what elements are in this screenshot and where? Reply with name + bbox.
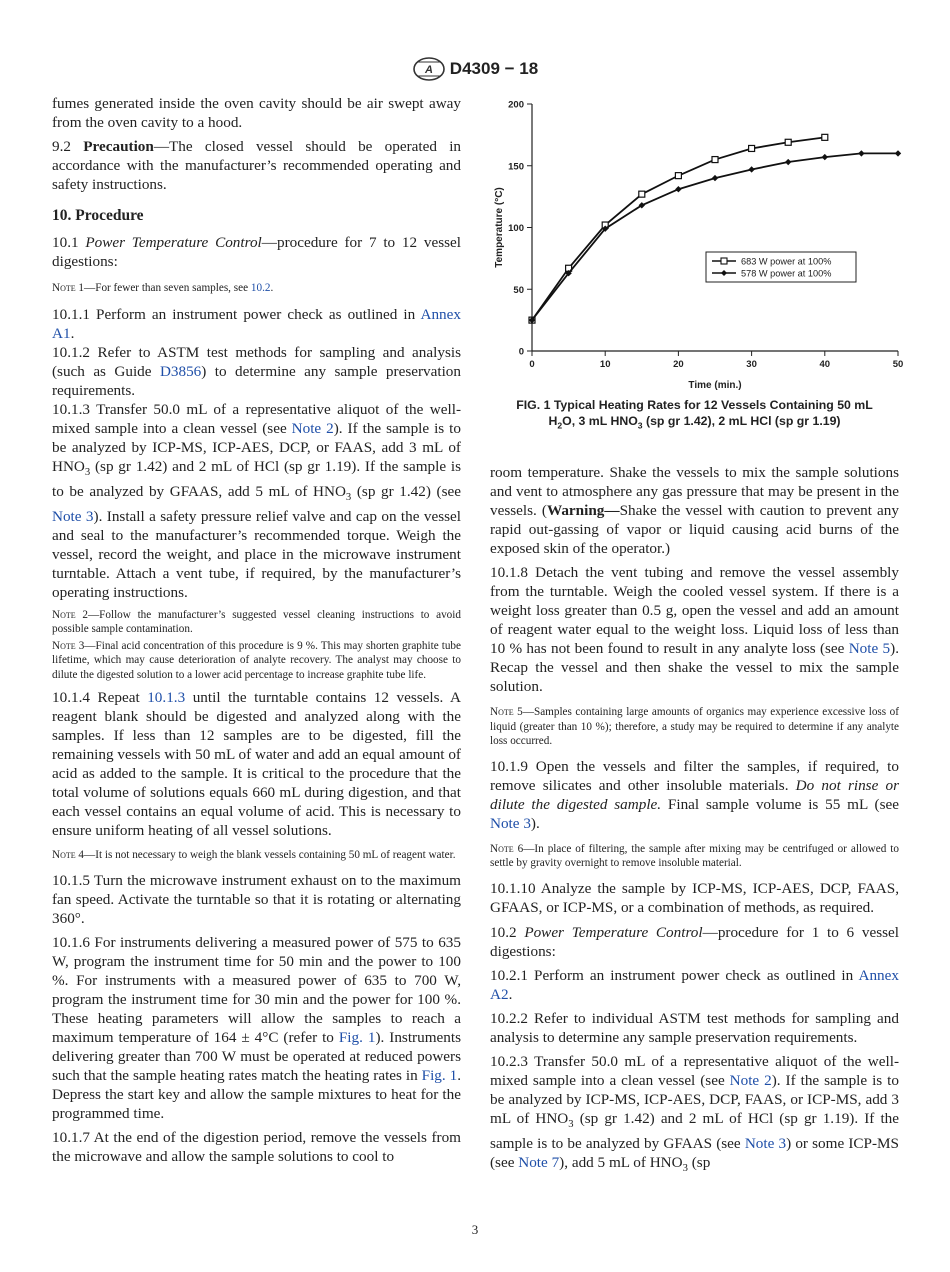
xref-link[interactable]: Fig. 1 [338,1028,376,1046]
x-tick-label: 20 [673,359,684,370]
paragraph-10-2-1: 10.2.1 Perform an instrument power check as outlined in Annex A2. [490,966,899,1003]
data-point-diamond [712,175,718,181]
y-tick-label: 200 [508,99,524,111]
document-code: D4309 − 18 [449,59,539,78]
data-point-square [712,157,718,163]
data-point-diamond [785,159,791,165]
data-point-square [785,139,791,145]
figure-caption: FIG. 1 Typical Heating Rates for 12 Vessels Containing 50 mL $H_2O$, 3 mL $HNO_3$ (sp gr 1.42), 2 mL HCl (sp gr 1.19) [516,398,873,431]
x-tick-label: 0 [529,359,535,370]
y-axis-label: Temperature (°C) [494,187,505,268]
legend-label: 683 W power at 100% [741,256,832,267]
paragraph-10-1-7: 10.1.7 At the end of the digestion period, remove the vessels from the microwave and allow the sample solutions to cool to [52,1128,461,1165]
paragraph-10-1-8: 10.1.8 Detach the vent tubing and remove the vessel assembly from the turntable. Weigh the cooled vessel system. If there is a weight loss greater than 0.5 g, open the vessel and add an amount of reagent water equal to the weight loss. Liquid loss of less than 10 % has not been found to result in any analyte loss (see Note 5). Recap the vessel and then shake the vessel to mix the sample solution. [490,564,899,695]
paragraph-10-1-2: 10.1.2 Refer to ASTM test methods for sampling and analysis (such as Guide D3856) to determine any sample preservation requirements. [52,343,461,399]
data-point-diamond [895,150,901,156]
xref-link[interactable]: Annex A2 [490,966,899,1003]
data-point-square [749,145,755,151]
paragraph-10-2-3: 10.2.3 Transfer 50.0 mL of a representative aliquot of the well-mixed sample into a clean vessel (see Note 2). If the sample is to be analyzed by ICP-MS, ICP-AES, DCP, FAAS, or ICP-MS, add 3 mL of $HNO_3$ (sp gr 1.42) and 2 mL of HCl (sp gr 1.19). If the sample is to be analyzed by GFAAS (see Note 3) or some ICP-MS (see Note 7), add 5 mL of $HNO_3$ (sp [490,1052,899,1174]
data-point-square [639,191,645,197]
data-point-diamond [675,186,681,192]
xref-link[interactable]: Fig. 1 [421,1066,458,1084]
x-tick-label: 50 [892,359,904,370]
data-point-diamond [858,150,864,156]
legend-label: 578 W power at 100% [741,268,832,279]
figure-1-chart [490,94,910,394]
paragraph-10-1-10: 10.1.10 Analyze the sample by ICP-MS, ICP-AES, DCP, FAAS, GFAAS, or ICP-MS, or a combination of methods, as required. [490,879,899,916]
astm-logo-icon [412,56,446,82]
chart-svg [490,94,910,394]
xref-link[interactable]: Note 7 [518,1153,560,1171]
paragraph-10-1-6: 10.1.6 For instruments delivering a measured power of 575 to 635 W, program the instrument time for 50 min and the power to 100 %. For instruments with a measured power of 635 to 700 W, program the instrument time for 30 min and the power for 100 %. These heating parameters will allow the samples to reach a maximum temperature of 164 ± 4°C (refer to Fig. 1). Instruments delivering greater than 700 W must be operated at reduced powers such that the sample heating rates match the heating rates in Fig. 1. Depress the start key and allow the sample mixtures to heat for the programmed time. [52,933,462,1122]
x-tick-label: 40 [819,359,831,370]
paragraph-10-2: 10.2 Power Temperature Control—procedure for 1 to 6 vessel digestions: [490,923,899,960]
paragraph-continued: room temperature. Shake the vessels to mix the sample solutions and vent to atmosphere any gas pressure that may be present in the vessels. (Warning—Shake the vessel with caution to prevent any rapid out-gassing of vapor or liquid causing acid burns of the exposed skin of the operator.) [490,464,899,557]
section-heading: 10. Procedure [52,207,144,224]
xref-link[interactable]: Note 2 [729,1071,772,1089]
xref-link[interactable]: Note 5 [848,640,891,657]
legend-marker-square [721,258,727,264]
x-tick-label: 30 [746,359,757,370]
paragraph-10-1-9: 10.1.9 Open the vessels and filter the samples, if required, to remove silicates and other insoluble materials. Do not rinse or dilute the digested sample. Final sample volume is 55 mL (see Note 3). [490,757,899,832]
data-point-square [675,173,681,179]
svg-text:A: A [424,64,433,76]
y-tick-label: 100 [508,223,524,234]
x-axis-label: Time (min.) [688,380,742,391]
paragraph-10-1-3: 10.1.3 Transfer 50.0 mL of a representative aliquot of the well-mixed sample into a clean vessel (see Note 2). If the sample is to be analyzed by ICP-MS, ICP-AES, DCP, or FAAS, add 3 mL of $HNO_3$ (sp gr 1.42) and 2 mL of HCl (sp gr 1.19). If the sample is to be analyzed by GFAAS, add 5 mL of $HNO_3$ (sp gr 1.42) (see Note 3). Install a safety pressure relief valve and cap on the vessel and seal to the manufacturer’s recommended torque. Weigh the vessel, record the weight, and place in the microwave instrument turntable. Attach a vent tube, if required, by the manufacturer’s operating instructions. [52,400,461,601]
note-6: Note 6—In place of filtering, the sample after mixing may be centrifuged or allowed to settle by gravity overnight to remove insoluble material. [490,842,899,869]
xref-link[interactable]: Note 2 [291,419,334,437]
xref-link[interactable]: Note 3 [744,1134,787,1152]
xref-link[interactable]: Note 3 [490,814,531,832]
note-2: Note 2—Follow the manufacturer’s suggested vessel cleaning instructions to avoid possible sample contamination. [52,608,461,636]
note-3: Note 3—Final acid concentration of this procedure is 9 %. This may shorten graphite tube lifetime, which may cause deterioration of analyte recovery. The analyst may choose to dilute the digested solution to a lower acid percentage to increase graphite tube life. [52,639,461,681]
data-point-diamond [748,166,754,172]
right-column [490,463,899,1183]
page-header [0,56,950,82]
x-tick-label: 10 [599,359,611,370]
xref-link[interactable]: Note 3 [52,507,94,525]
note-1: Note 1—For fewer than seven samples, see 10.2. [52,282,274,294]
page-number: 3 [471,1222,479,1237]
note-5: Note 5—Samples containing large amounts of organics may experience excessive loss of liquid (greater than 10 %); therefore, a study may be required to determine if any analyte loss occurred. [490,706,899,747]
xref-link[interactable]: 10.1.3 [147,689,186,707]
paragraph: fumes generated inside the oven cavity should be air swept away from the oven cavity to a hood. [52,95,461,131]
y-tick-label: 50 [513,284,524,296]
left-column [52,94,461,1171]
note-4: Note 4—It is not necessary to weigh the blank vessels containing 50 mL of reagent water. [52,849,456,862]
paragraph-10-2-2: 10.2.2 Refer to individual ASTM test methods for sampling and analysis to determine any sample preservation requirements. [490,1009,899,1046]
xref-link[interactable]: D3856 [159,362,202,380]
paragraph-10-1-5: 10.1.5 Turn the microwave instrument exhaust on to the maximum fan speed. Activate the turntable so that it is rotating or alternating 360°. [52,871,461,927]
data-point-square [822,134,828,140]
xref-link[interactable]: 10.2 [250,282,271,294]
xref-link[interactable]: Annex A1 [52,305,461,342]
y-tick-label: 150 [508,161,524,173]
data-point-diamond [822,154,828,160]
series-line-1 [532,137,825,320]
y-tick-label: 0 [518,346,524,358]
paragraph-9-2: 9.2 Precaution—The closed vessel should be operated in accordance with the manufacturer’s recommended operating and safety instructions. [52,138,462,193]
paragraph-10-1: 10.1 Power Temperature Control—procedure for 7 to 12 vessel digestions: [52,234,461,270]
paragraph-10-1-4: 10.1.4 Repeat 10.1.3 until the turntable contains 12 vessels. A reagent blank should be digested and analyzed along with the samples. If less than 12 samples are to be digested, fill the remaining vessels with 50 mL of water and add an equal amount of acid as added to the sample. It is critical to the procedure that the total volume of solutions equals 660 mL during digestion, and that each vessel contains an equal volume of acid. This is necessary to ensure uniform heating of all vessel solutions. [52,689,461,840]
paragraph-10-1-1: 10.1.1 Perform an instrument power check as outlined in Annex A1. [52,305,461,342]
